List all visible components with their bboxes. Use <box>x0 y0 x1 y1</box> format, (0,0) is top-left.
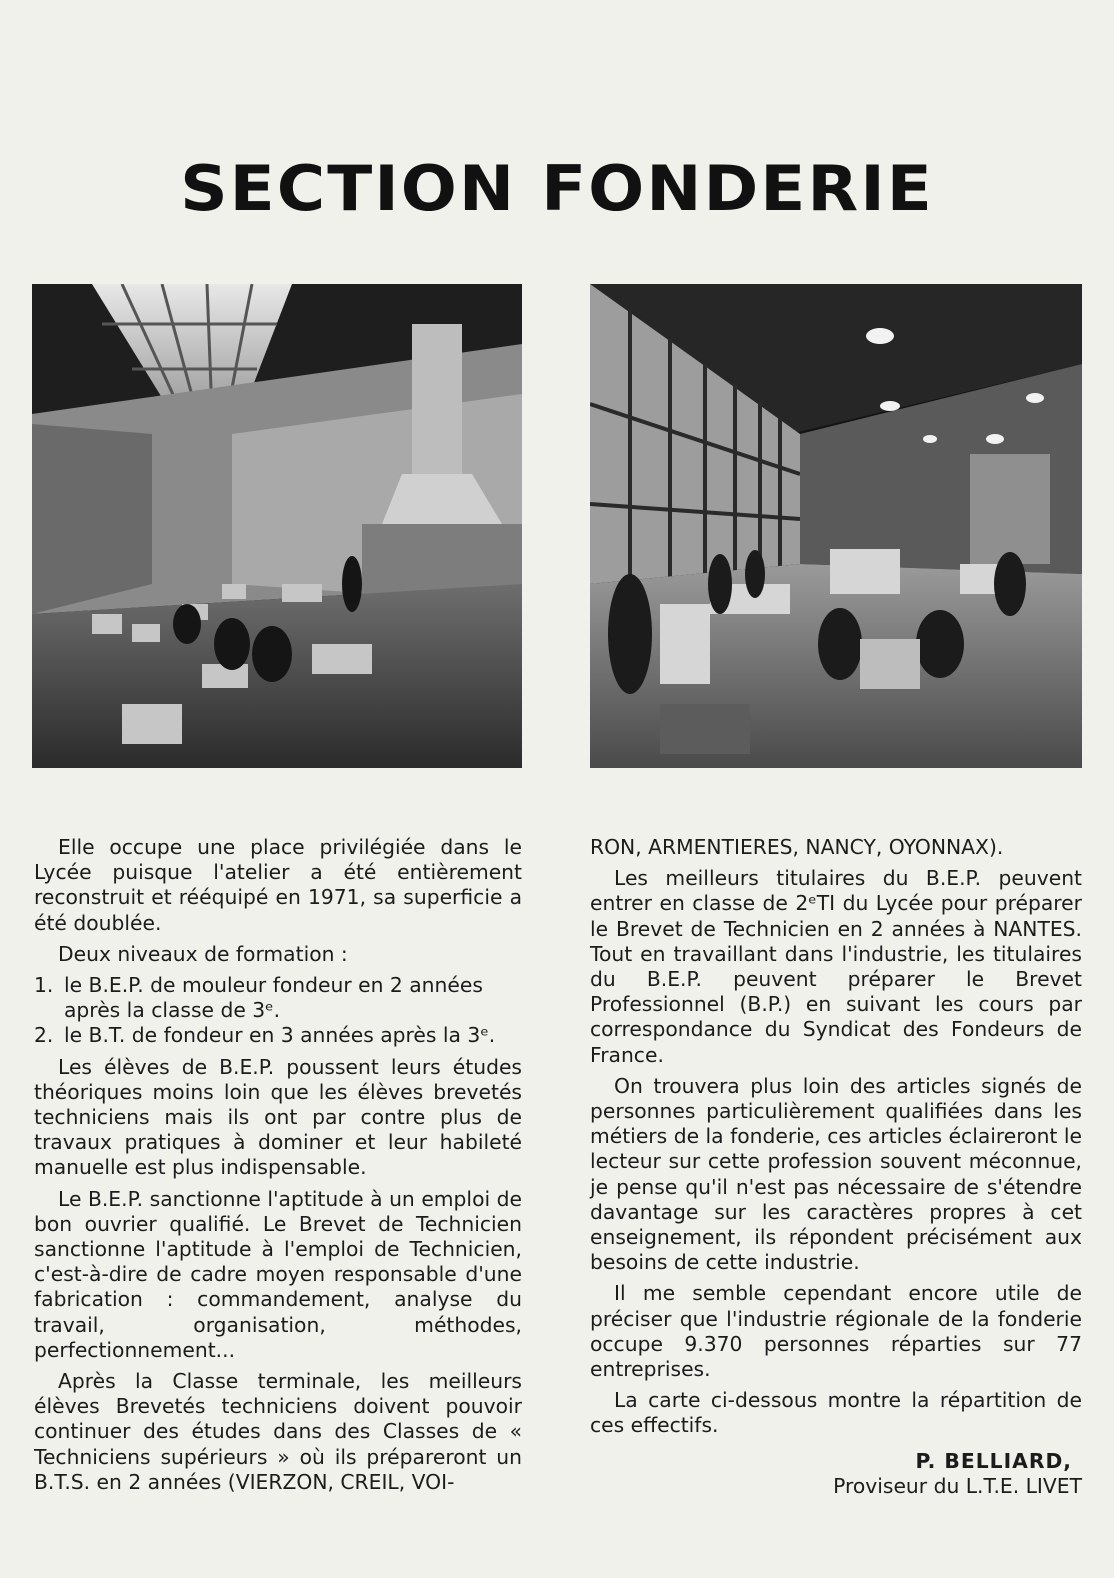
paragraph: Les élèves de B.E.P. poussent leurs études théoriques moins loin que les élèves brevetés techniciens mais ils ont par contre plus de travaux pratiques à dominer et leur habileté manuelle est plus indispensable. <box>34 1054 522 1180</box>
training-levels-list <box>34 973 522 1049</box>
signature <box>590 1449 1082 1499</box>
right-text-column <box>590 835 1082 1499</box>
paragraph: On trouvera plus loin des articles signés de personnes particulièrement qualifiées dans les métiers de la fonderie, ces articles éclaireront le lecteur sur cette profession souvent méconnue, je pense qu'il n'est pas nécessaire de s'étendre davantage sur les caractères propres à cet enseignement, ils répondent précisément aux besoins de cette industrie. <box>590 1073 1082 1275</box>
paragraph: La carte ci-dessous montre la répartition de ces effectifs. <box>590 1388 1082 1438</box>
list-item <box>34 1023 522 1048</box>
paragraph: Les meilleurs titulaires du B.E.P. peuvent entrer en classe de 2ᵉTI du Lycée pour préparer le Brevet de Technicien en 2 années à NANTES. Tout en travaillant dans l'industrie, les titulaires du B.E.P. peuvent préparer le Brevet Professionnel (B.P.) en suivant les cours par correspondance du Syndicat des Fondeurs de France. <box>590 866 1082 1067</box>
signature-role: Proviseur du L.T.E. LIVET <box>833 1473 1082 1498</box>
list-number: 2. <box>34 1023 54 1048</box>
list-text: le B.T. de fondeur en 3 années après la 3ᵉ. <box>64 1023 496 1048</box>
left-text-column <box>34 835 522 1501</box>
paragraph: Deux niveaux de formation : <box>58 941 348 966</box>
foundry-workshop-photo-left <box>32 284 522 768</box>
paragraph: Après la Classe terminale, les meilleurs élèves Brevetés techniciens doivent pouvoir continuer des études dans des Classes de « Techniciens supérieurs » où ils prépareront un B.T.S. en 2 années (VIERZON, CREIL, VOI- <box>34 1369 522 1494</box>
list-number: 1. <box>34 973 54 998</box>
list-text: le B.E.P. de mouleur fondeur en 2 années après la classe de 3ᵉ. <box>64 973 483 1023</box>
paragraph: Le B.E.P. sanctionne l'aptitude à un emploi de bon ouvrier qualifié. Le Brevet de Technicien sanctionne l'aptitude à l'emploi de Technicien, c'est-à-dire de cadre moyen responsable d'une fabrication : commandement, analyse du travail, organisation, méthodes, perfectionnement... <box>34 1186 522 1362</box>
paragraph: RON, ARMENTIERES, NANCY, OYONNAX). <box>590 835 1004 859</box>
paragraph: Il me semble cependant encore utile de préciser que l'industrie régionale de la fonderie occupe 9.370 personnes réparties sur 77 entreprises. <box>590 1281 1082 1382</box>
foundry-workshop-photo-right <box>590 284 1082 768</box>
page-title: SECTION FONDERIE <box>180 151 934 226</box>
signature-name: P. BELLIARD, <box>915 1448 1072 1473</box>
paragraph: Elle occupe une place privilégiée dans le Lycée puisque l'atelier a été entièrement reconstruit et rééquipé en 1971, sa superficie a été doublée. <box>34 835 522 935</box>
list-item <box>34 973 522 1023</box>
